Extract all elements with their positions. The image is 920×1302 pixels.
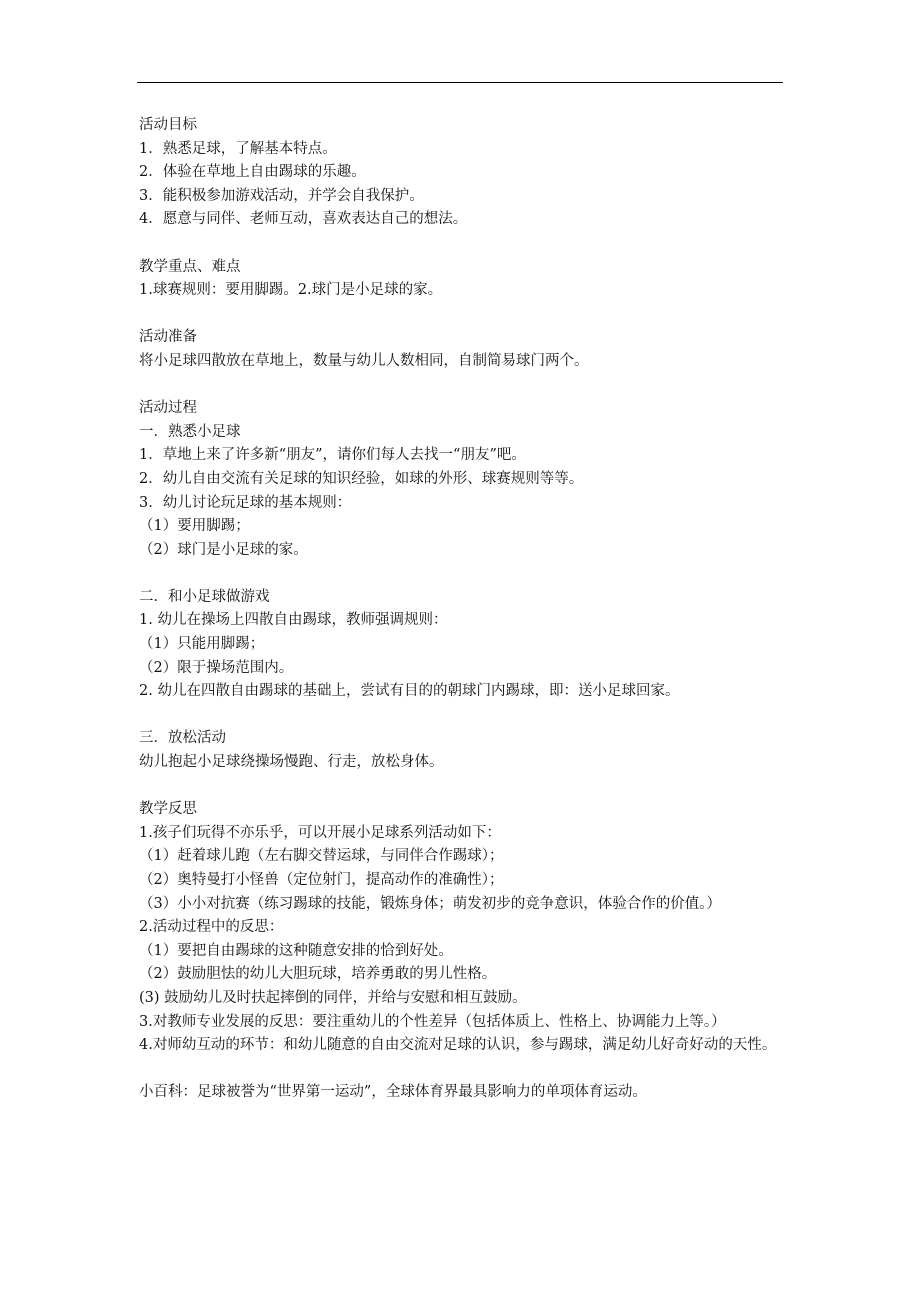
text-line: 将小足球四散放在草地上，数量与幼儿人数相同，自制简易球门两个。 [139,352,589,369]
text-line: 一．熟悉小足球 [139,423,241,440]
text-line: 1.孩子们玩得不亦乐乎，可以开展小足球系列活动如下： [139,824,501,841]
text-line: 幼儿抱起小足球绕操场慢跑、行走，放松身体。 [139,754,444,771]
section-reflection [139,798,785,1058]
section-heading: 活动准备 [139,329,197,346]
section-heading: 活动目标 [139,117,197,133]
text-line: （2）球门是小足球的家。 [139,541,308,558]
text-line: （1）要用脚踢； [139,518,250,535]
header-rule [137,82,783,83]
trivia-text: 小百科：足球被誉为“世界第一运动”，全球体育界最具影响力的单项体育运动。 [139,1084,647,1101]
text-line: 2. 幼儿在四散自由踢球的基础上，尝试有目的的朝球门内踢球，即：送小足球回家。 [139,683,680,700]
text-line: （2）奥特曼打小怪兽（定位射门，提高动作的准确性）； [139,872,504,888]
text-line: （1）赶着球儿跑（左右脚交替运球，与同伴合作踢球）； [139,848,504,865]
document-body [139,114,785,1129]
text-line: 2．幼儿自由交流有关足球的知识经验，如球的外形、球赛规则等等。 [139,470,584,487]
text-line: (3) 鼓励幼儿及时扶起摔倒的同伴，并给与安慰和相互鼓励。 [139,989,527,1006]
text-line: （1）要把自由踢球的这种随意安排的恰到好处。 [139,942,453,959]
text-line: （2）鼓励胆怯的幼儿大胆玩球，培养勇敢的男儿性格。 [139,966,497,983]
text-line: 3.对教师专业发展的反思：要注重幼儿的个性差异（包括体质上、性格上、协调能力上等。） [139,1013,726,1030]
text-line: 4.对师幼互动的环节：和幼儿随意的自由交流对足球的认识，参与踢球，满足幼儿好奇好动的天性。 [139,1037,777,1054]
text-line: 1．熟悉足球，了解基本特点。 [139,140,337,157]
text-line: 3．能积极参加游戏活动，并学会自我保护。 [139,187,424,204]
text-line: 3．幼儿讨论玩足球的基本规则： [139,494,352,511]
text-line: 1.球赛规则：要用脚踢。2.球门是小足球的家。 [139,282,443,299]
section-heading: 二．和小足球做游戏 [139,588,270,605]
section-trivia [139,1081,785,1105]
section-heading: 活动过程 [139,400,197,417]
text-line: 2．体验在草地上自由踢球的乐趣。 [139,164,366,181]
section-activity-process [139,397,785,562]
text-line: 1. 幼儿在操场上四散自由踢球，教师强调规则： [139,612,448,629]
text-line: 2.活动过程中的反思： [139,919,284,936]
section-heading: 三．放松活动 [139,730,226,747]
text-line: 1．草地上来了许多新“朋友”，请你们每人去找一“朋友”吧。 [139,447,526,464]
section-key-points [139,256,785,303]
text-line: （2）限于操场范围内。 [139,659,294,676]
section-activity-goals [139,114,785,232]
section-heading: 教学重点、难点 [139,258,241,275]
section-play-game [139,586,785,704]
section-preparation [139,326,785,373]
text-line: （1）只能用脚踢； [139,636,265,653]
text-line: 4．愿意与同伴、老师互动，喜欢表达自己的想法。 [139,211,468,228]
section-heading: 教学反思 [139,801,197,818]
text-line: （3）小小对抗赛（练习踢球的技能，锻炼身体；萌发初步的竞争意识，体验合作的价值。） [139,895,721,912]
section-relax [139,727,785,774]
